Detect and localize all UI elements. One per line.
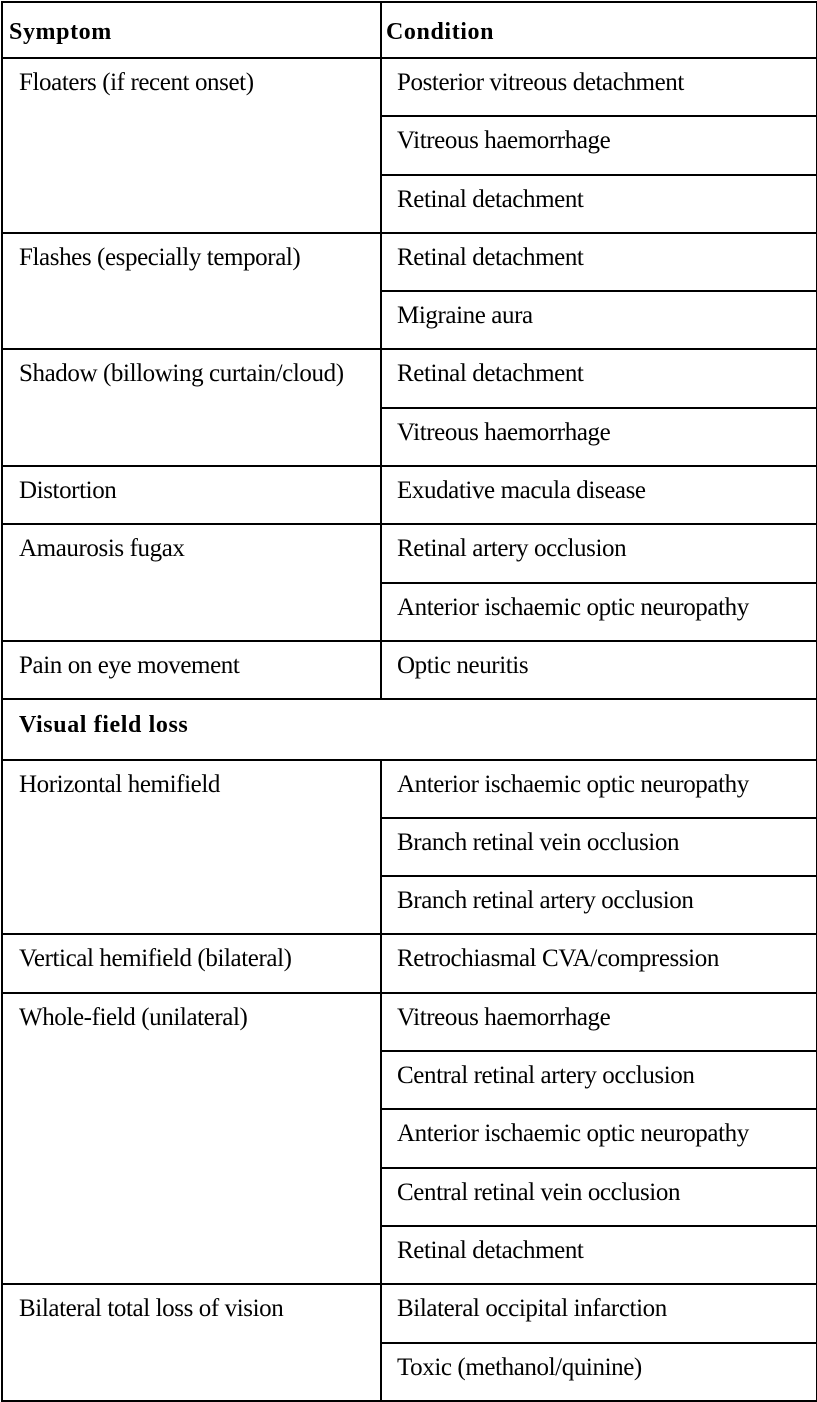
symptom-cell: Whole-field (unilateral) — [2, 993, 381, 1284]
condition-cell: Central retinal vein occlusion — [381, 1168, 817, 1226]
table-body — [2, 58, 817, 1401]
condition-cell: Retrochiasmal CVA/compression — [381, 934, 817, 992]
condition-cell: Migraine aura — [381, 291, 817, 349]
table-row — [2, 760, 817, 818]
table-row — [2, 641, 817, 699]
condition-cell: Anterior ischaemic optic neuropathy — [381, 760, 817, 818]
condition-cell: Retinal detachment — [381, 233, 817, 291]
section-title: Visual field loss — [2, 699, 817, 759]
symptom-cell: Vertical hemifield (bilateral) — [2, 934, 381, 992]
symptom-cell: Pain on eye movement — [2, 641, 381, 699]
condition-cell: Toxic (methanol/quinine) — [381, 1343, 817, 1401]
condition-cell: Retinal detachment — [381, 349, 817, 407]
condition-cell: Vitreous haemorrhage — [381, 116, 817, 174]
symptom-condition-table — [1, 1, 817, 1402]
symptom-cell: Horizontal hemifield — [2, 760, 381, 935]
condition-cell: Posterior vitreous detachment — [381, 58, 817, 116]
condition-cell: Retinal detachment — [381, 1226, 817, 1284]
condition-cell: Anterior ischaemic optic neuropathy — [381, 1109, 817, 1167]
table-row — [2, 1284, 817, 1342]
condition-cell: Optic neuritis — [381, 641, 817, 699]
header-row — [2, 2, 817, 58]
condition-cell: Branch retinal artery occlusion — [381, 876, 817, 934]
section-row — [2, 699, 817, 759]
condition-cell: Branch retinal vein occlusion — [381, 818, 817, 876]
condition-cell: Bilateral occipital infarction — [381, 1284, 817, 1342]
table-row — [2, 233, 817, 291]
symptom-cell: Amaurosis fugax — [2, 524, 381, 641]
table-row — [2, 58, 817, 116]
header-symptom: Symptom — [2, 2, 381, 58]
condition-cell: Exudative macula disease — [381, 466, 817, 524]
table-row — [2, 934, 817, 992]
table-row — [2, 524, 817, 582]
symptom-cell: Floaters (if recent onset) — [2, 58, 381, 233]
condition-cell: Vitreous haemorrhage — [381, 408, 817, 466]
condition-cell: Retinal artery occlusion — [381, 524, 817, 582]
symptom-cell: Flashes (especially temporal) — [2, 233, 381, 350]
table-row — [2, 993, 817, 1051]
symptom-cell: Distortion — [2, 466, 381, 524]
condition-cell: Central retinal artery occlusion — [381, 1051, 817, 1109]
condition-cell: Vitreous haemorrhage — [381, 993, 817, 1051]
table-row — [2, 349, 817, 407]
symptom-cell: Bilateral total loss of vision — [2, 1284, 381, 1401]
header-condition: Condition — [381, 2, 817, 58]
condition-cell: Anterior ischaemic optic neuropathy — [381, 583, 817, 641]
condition-cell: Retinal detachment — [381, 175, 817, 233]
symptom-cell: Shadow (billowing curtain/cloud) — [2, 349, 381, 466]
table-row — [2, 466, 817, 524]
